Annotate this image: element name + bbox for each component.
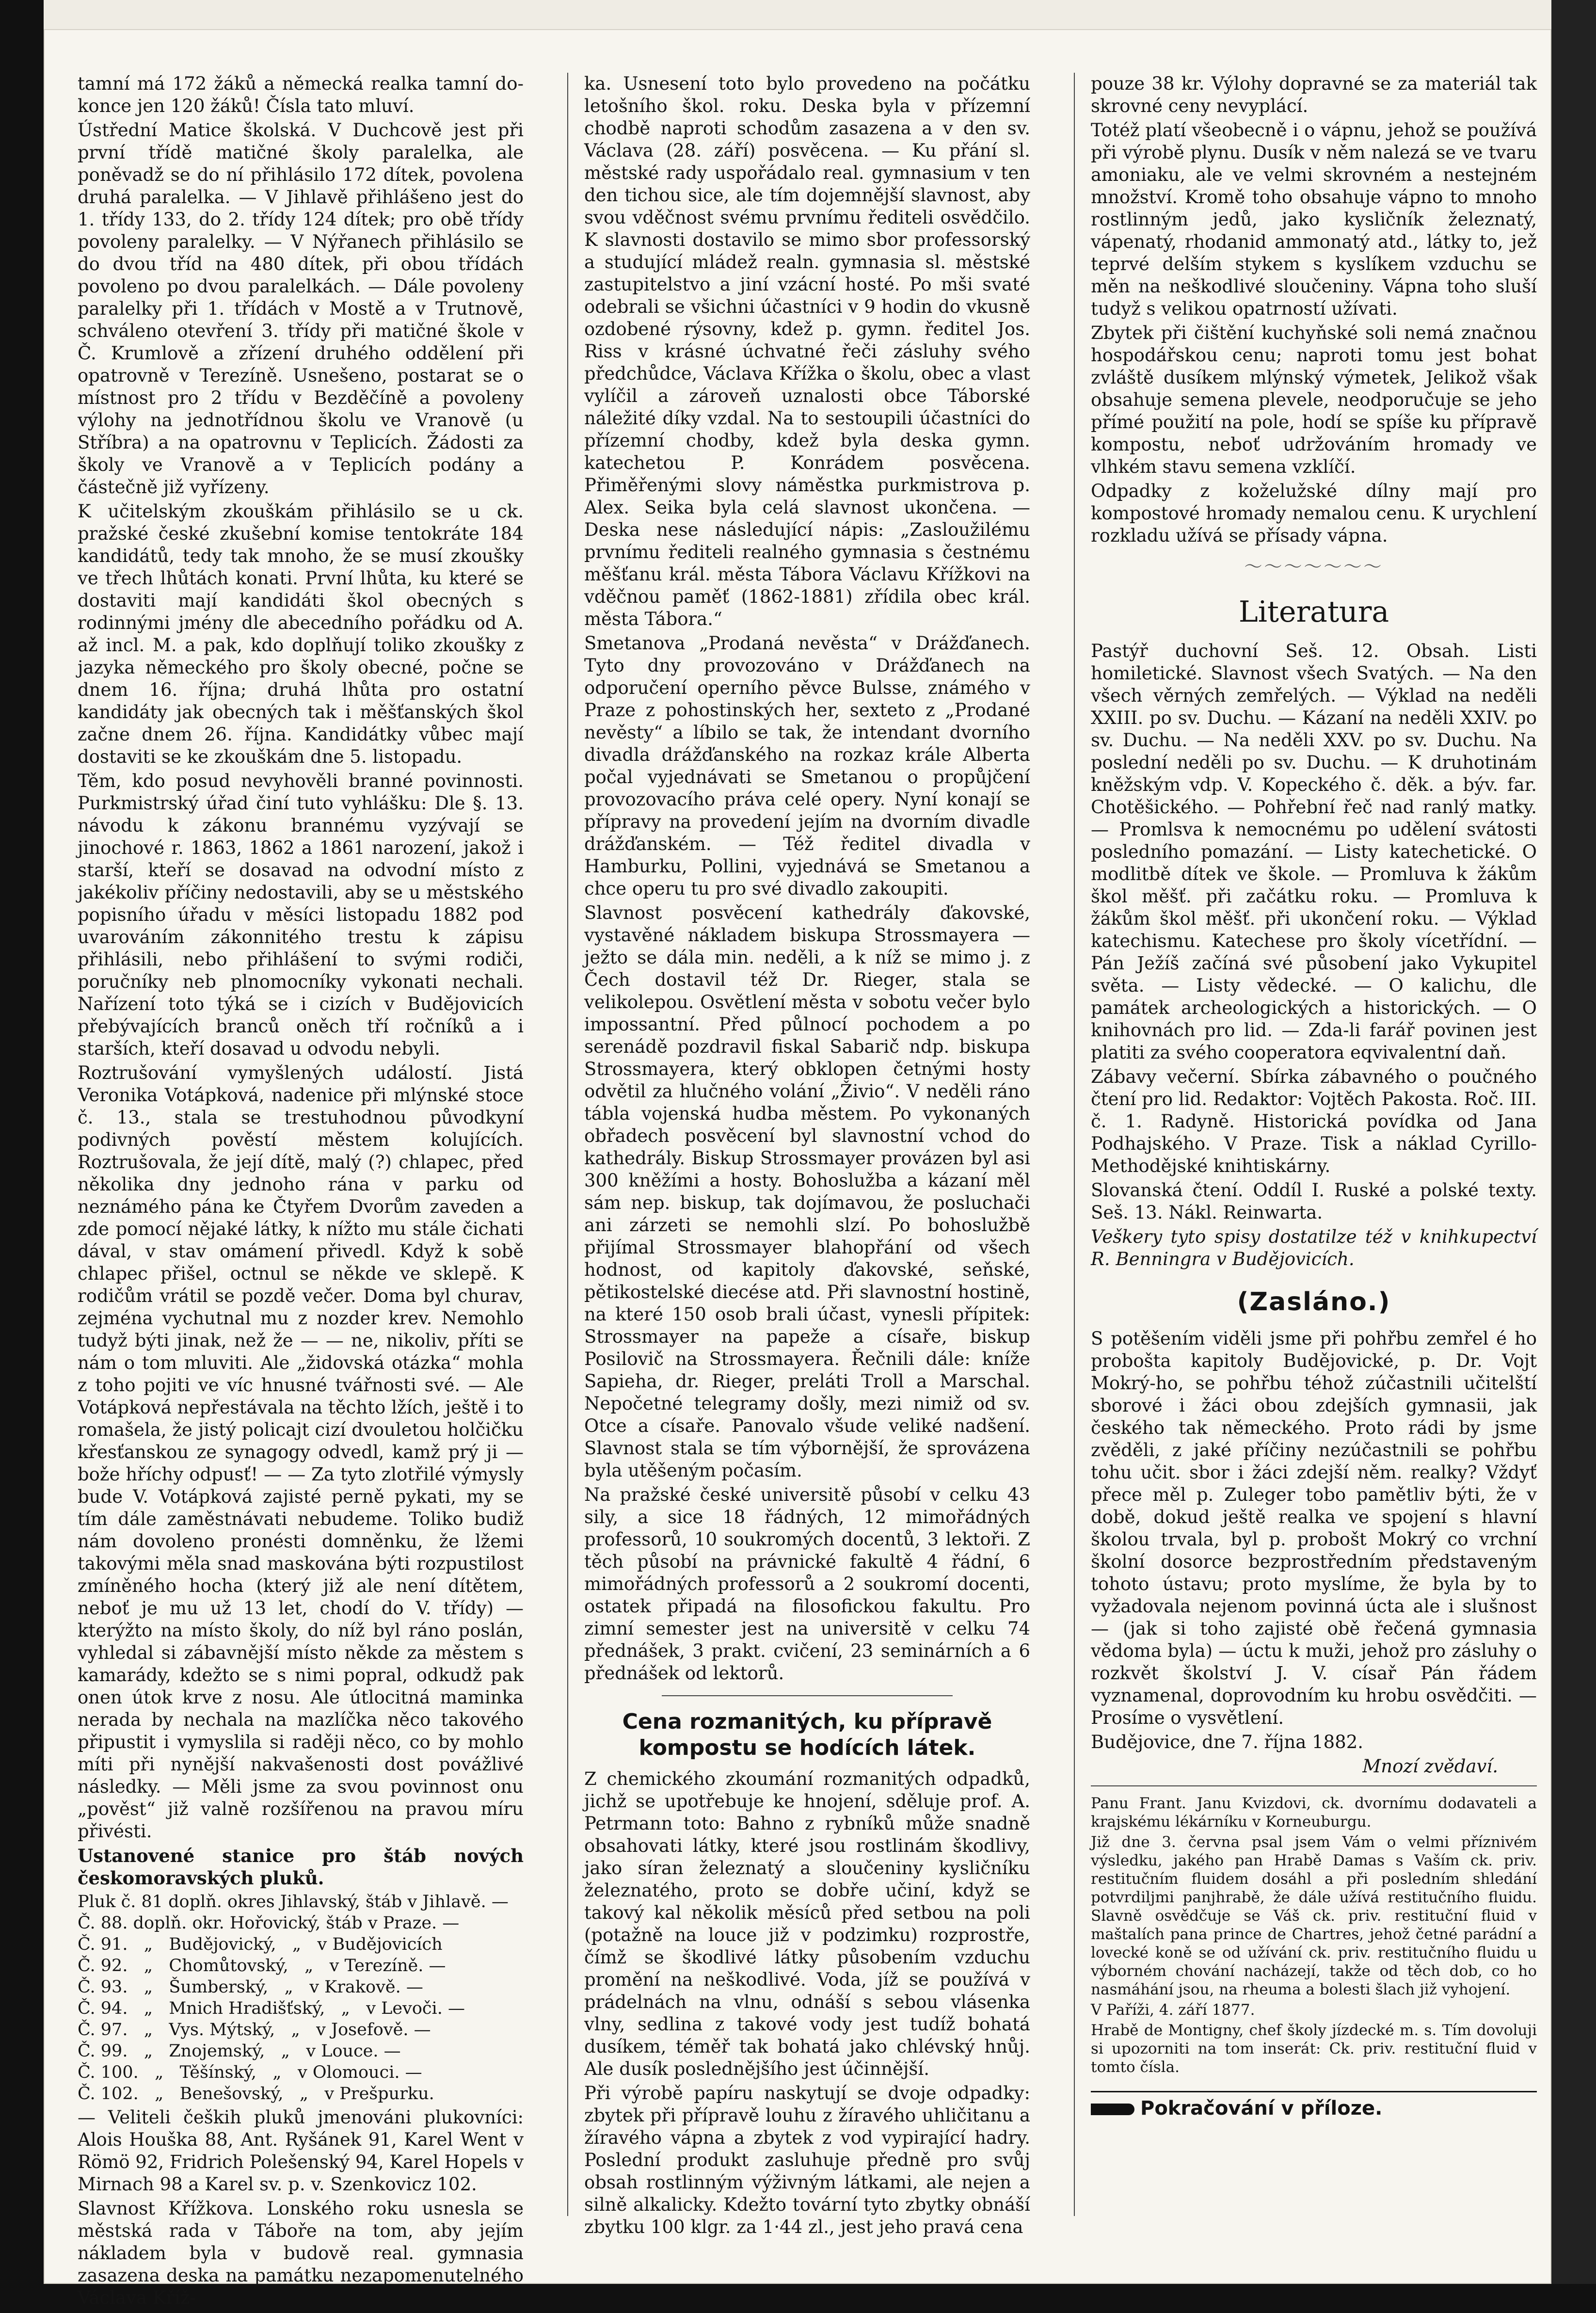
ad-paragraph: Hrabě de Montigny, chef školy jízdecké m. s. Tím dovoluji si upozorniti na tom inserát: Ck. priv. restituční fluid v tomto čísla. — [1091, 2022, 1537, 2076]
column-right — [1091, 73, 1537, 2216]
regiment-row: Č. 99. „ Znojemský, „ v Louce. — — [78, 2041, 401, 2061]
article-paragraph: Slavnost posvěcení kathedrály ďakovské, vystavěné nákladem biskupa Strossmayera — ježto se dála min. neděli, a k níž se mimo j. z Čech dostavil též Dr. Rieger, stala se velikolepou. Osvětlení města v sobotu večer bylo impossantní. Před půlnocí pochodem a po serenádě pozdravil fiskal Sabarič ndp. biskupa Strossmayera, který obklopen četnými hosty odvětil za hlučného volání „Živio“. V neděli ráno tábla vojenská hudba městem. Po vykonaných obřadech posvěcení byl slavnostní vchod do kathedrály. Biskup Strossmayer provázen byl asi 300 kněžími a hosty. Bohoslužba a kázaní měl sám nep. biskup, tak dojímavou, že posluchači ani zárzeti se nemohli slzí. Po bohoslužbě přijímal Strossmayer blahopřání od všech hodnost, od kapitoly ďakovské, seňské, pětikostelské diecése atd. Při slavnostní hostině, na které 150 osob brali účast, vynesli přípitek: Strossmayer na papeže a císaře, biskup Posilovič na Strossmayera. Řečnili dále: kníže Sapieha, dr. Rieger, preláti Troll a Marschal. Nepočetné telegramy došly, mezi nimiž od sv. Otce a císaře. Panovalo všude veliké nadšení. Slavnost stala se tím výbornější, že sprovázena byla utěšeným počasím. — [584, 902, 1030, 1481]
regiment-row: Č. 93. „ Šumberský, „ v Krakově. — — [78, 1977, 423, 1997]
pointing-hand-icon — [1091, 2104, 1134, 2115]
article-paragraph: — Veliteli čeških pluků jmenováni plukovníci: Alois Houška 88, Ant. Ryšánek 91, Karel Went v Römö 92, Fridrich Polešenský 94, Karel Hopels v Mirnach 98 a Karel sv. p. v. Szenkovicz 102. — [78, 2107, 524, 2195]
ornament-divider: ～～～～～～～ — [1244, 556, 1384, 577]
section-divider — [1091, 1785, 1537, 1786]
article-paragraph: Z chemického zkoumání rozmanitých odpadků, jichž se upotřebuje ke hnojení, sděluje prof. A. Petrmann toto: Bahno z rybníků může snadně obsahovati látky, které jsou rostlinám škodlivy, jako síran železnatý a sloučeniny kysličníku železnatého, proto se dobře učiní, když se takový kal několik měsíců před setbou na poli (potažně na louce již v podzimku) rozprostře, čímž se škodlivé látky působením vzduchu promění na neškodlivé. Voda, jíž se používá v prádelnách na vlnu, odnáší s sebou vlásenka vlny, sedlina z takové vody jest tudíž bohatá dusíkem, téměř tak bohatá jako chlévský hnůj. Ale dusík poslednějšího jest účinnější. — [584, 1768, 1030, 2079]
regiment-row: Č. 91. „ Budějovický, „ v Budějovicích — [78, 1935, 443, 1954]
article-paragraph: Ústřední Matice školská. V Duchcově jest při první třídě matičné školy paralelka, ale poněvadž se do ní přihlásilo 172 dítek, povolena druhá paralelka. — V Jihlavě přihlášeno jest do 1. třídy 133, do 2. třídy 124 dítek; pro obě třídy povoleny paralelky. — V Nýřanech přihlásilo se do dvou tříd na 480 dítek, při obou třídách povoleno po dvou paralelkách. — Dále povoleny paralelky při 1. třídách v Mostě a v Trutnově, schváleno otevření 3. třídy při matičné škole v Č. Krumlově a zřízení druhého oddělení při opatrovně v Terezíně. Usnešeno, postarat se o místnost pro 2 třídu v Bezděčíně a povoleny výlohy na jednotřídnou školu ve Vranově (u Stříbra) a na opatrovnu v Teplicích. Žádosti za školy ve Vranově a v Teplicích podány a částečně již vyřízeny. — [78, 120, 524, 498]
article-paragraph: Roztrušování vymyšlených událostí. Jistá Veronika Votápková, nadenice při mlýnské stoce č. 13., stala se trestuhodnou původkyní podivných pověstí městem kolujících. Roztrušovala, že její dítě, malý (?) chlapec, před několika dny jednoho rána v parku od neznámého pána ke Čtyřem Dvorům zaveden a zde pomocí nějaké látky, k nížto mu stále čichati dával, v stav omámení přivedl. Když k sobě chlapec přišel, octnul se někde ve sklepě. K rodičům vrátil se pozdě večer. Doma byl churav, zejména vychutnal mu z nozder krev. Nemohlo tudyž býti jinak, než že — — ne, nikoliv, příti se nám o tom mluviti. Ale „židovská otázka“ mohla z toho pojiti ve víc hnusné tvářnosti své. — Ale Votápková nepřestávala na těchto lžích, ještě i to romašela, že jistý policajt cizí dvouletou holčičku křesťanskou ze synagogy odvedl, kamž prý ji — bože hříchy odpusť! — — Za tyto zlotřilé výmysly bude V. Votápková zajisté perně pykati, my se tím dále zaměstnávati nebudeme. Toliko budiž nám dovoleno pronésti domněnku, že lžemi takovými měla snad maskována býti rozpustilost zmíněného hocha (který již ale není dítětem, neboť je mu už 13 let, chodí do V. třídy) — kterýžto na místo školy, do níž byl ráno poslán, vyhledal si zábavnější místo někde za městem s kamarády, kdežto se s nimi popral, odkudž pak onen útok krve z nosu. Ale útlocitná maminka nerada by nechala na mazlíčka něco takového připustit i vymyslila si raději něco, co by mohlo míti při nynější nakvašenosti dost povážlivé následky. — Měli jsme za svou povinnost onu „pověst“ již valně rozšířenou na pravou míru přivésti. — [78, 1062, 524, 1842]
scan-border-left — [0, 0, 44, 2313]
article-paragraph: Veškery tyto spisy dostatilze též v knihkupectví R. Benningra v Budějovicích. — [1091, 1226, 1537, 1269]
article-paragraph: Budějovice, dne 7. října 1882. — [1091, 1732, 1364, 1752]
continuation-text: Pokračování v příloze. — [1140, 2097, 1383, 2120]
article-paragraph: Slovanská čtení. Oddíl I. Ruské a polské texty. Seš. 13. Nákl. Reinwarta. — [1091, 1180, 1537, 1223]
regiment-row: Č. 88. doplň. okr. Hořovický, štáb v Praze. — — [78, 1913, 460, 1933]
ad-paragraph: Již dne 3. června psal jsem Vám o velmi příznivém výsledku, jakého pan Hrabě Damas s Vaším ck. priv. restitučním fluidem dosáhl a při posledním shledání potvrdiljmi panjhrabě, že dále užívá restitučního fluidu. Slavně osvědčuje se Váš ck. priv. restituční fluid v maštalích pana prince de Chartres, jehož četné parádní a lovecké koně se od užívání ck. priv. restitučního fluidu u výborném chování nacházejí, takže od těch dob, co ho nasmáhání jsou, na rheuma a bolesti šlach již vyhojení. — [1091, 1833, 1537, 1998]
article-paragraph: ka. Usnesení toto bylo provedeno na počátku letošního škol. roku. Deska byla v přízemní chodbě naproti schodům zasazena a v den sv. Václava (28. září) posvěcena. — Ku přání sl. městské rady uspořádalo real. gymnasium v ten den tichou sice, ale tím dojemnější slavnost, aby svou vděčnost svému prvnímu řediteli osvědčilo. K slavnosti dostavilo se mimo sbor professorský a studující mládež realn. gymnasia sl. městské zastupitelstvo a jiní vzácní hosté. Po mši svaté odebrali se všichni účastníci v 9 hodin do vkusně ozdobené rýsovny, kdež p. gymn. ředitel Jos. Riss v krásné úchvatné řeči zásluhy svého předchůdce, Václava Křížka o školu, obec a vlast vylíčil a zároveň uznalosti obce Táborské náležité díky vzdal. Na to sestoupili účastníci do přízemní chodby, kdež byla deska gymn. katechetou P. Konrádem posvěcena. Přiměřenými slovy náměstka purkmistrova p. Alex. Seika byla celá slavnost ukončena. — Deska nese následující nápis: „Zasloužilému prvnímu řediteli realného gymnasia s čestnému měšťanu král. města Tábora Václavu Křížkovi na vděčnou paměť (1862-1881) zřídila obec král. města Tábora.“ — [584, 73, 1030, 629]
article-paragraph: Odpadky z koželužské dílny mají pro kompostové hromady nemalou cenu. K urychlení rozkladu užívá se přísady vápna. — [1091, 481, 1537, 546]
literatura-heading: Literatura — [1238, 595, 1389, 629]
regiment-row: Pluk č. 81 doplň. okres Jihlavský, štáb v Jihlavě. — — [78, 1892, 509, 1911]
column-rule — [567, 73, 568, 2216]
article-paragraph: Smetanova „Prodaná nevěsta“ v Drážďanech. Tyto dny provozováno v Drážďanech na odporučení operního pěvce Bulsse, známého v Praze z pohostinských her, sexteto z „Prodané nevěsty“ a líbilo se tak, že intendant dvorního divadla drážďanského na rozkaz krále Alberta počal vyjednávati se Smetanou o propůjčení provozovacího práva celé opery. Nyní konají se přípravy na provedení jejím na dvorním divadle drážďanském. — Též ředitel divadla v Hamburku, Pollini, vyjednává se Smetanou a chce operu tu pro své divadlo zakoupiti. — [584, 633, 1030, 899]
article-paragraph: Při výrobě papíru naskytují se dvoje odpadky: zbytek při přípravě louhu z žíravého uhličitanu a žíravého vápna a zbytek z vod vypirající hadry. Poslední produkt zasluhuje předně pro svůj obsah rostlinným výživným látkami, ale nejen a silně alkalicky. Kdežto tovární tyto zbytky obnáší zbytku 100 klgr. za 1·44 zl., jest jeho pravá cena — [584, 2083, 1030, 2237]
article-paragraph: Na pražské české universitě působí v celku 43 sily, a sice 18 řádných, 12 mimořádných professorů, 10 soukromých docentů, 3 lektoři. Z těch působí na právnické fakultě 4 řádní, 6 mimořádných professorů a 2 soukromí docenti, ostatek připadá na filosofickou fakultu. Pro zimní semester jest na universitě v celku 74 přednášek, 3 prakt. cvičení, 23 seminárních a 6 přednášek od lektorů. — [584, 1484, 1030, 1684]
regiment-row: Č. 97. „ Vys. Mýtský, „ v Josefově. — — [78, 2020, 431, 2040]
regiment-row: Č. 102. „ Benešovský, „ v Prešpurku. — [78, 2084, 434, 2104]
article-paragraph: pouze 38 kr. Výlohy dopravné se za materiál tak skrovné ceny nevyplácí. — [1091, 73, 1537, 116]
article-paragraph: Zábavy večerní. Sbírka zábavného o poučného čtení pro lid. Redaktor: Vojtěch Pakosta. Roč. III. č. 1. Radyně. Historická povídka od Jana Podhajského. V Praze. Tisk a náklad Cyrillo-Methodějské knihtiskárny. — [1091, 1066, 1537, 1176]
article-paragraph: Totéž platí všeobecně i o vápnu, jehož se používá při výrobě plynu. Dusík v něm nalezá se ve tvaru amoniaku, ale ve velmi skrovném a nestejném množství. Kromě toho obsahuje vápno to mnoho rostlinným jedů, jako kysličník železnatý, vápenatý, rhodanid ammonatý atd., látky to, jež teprvé delším stykem s kyslíkem vzduchu se měn na neškodlivé sloučeniny. Vápna toho sluší tudyž s velikou opatrností užívati. — [1091, 120, 1537, 319]
regiment-list — [78, 1891, 524, 2104]
kompost-heading: Cena rozmanitých, ku přípravě kompostu se hodících látek. — [622, 1709, 992, 1760]
article-paragraph: Pastýř duchovní Seš. 12. Obsah. Listi homiletické. Slavnost všech Svatých. — Na den všech věrných zemřelých. — Výklad na neděli XXIII. po sv. Duchu. — Kázaní na neděli XXIV. po sv. Duchu. — Na neděli XXV. po sv. Duchu. Na poslední neděli po sv. Duchu. — K druhotinám kněžským vdp. V. Kopeckého č. děk. a býv. far. Chotěšického. — Pohřební řeč nad ranlý matky. — Promlsva k nemocnému po udělení svátosti posledního pomazání. — Listy katechetické. O modlitbě dítek ve škole. — Promluva k žákům škol měšť. při začátku roku. — Promluva k žákům škol měšť. při ukončení roku. — Výklad katechismu. Katechese pro školy vícetřídní. — Pán Ježíš začíná své působení jako Vykupitel světa. — Listy vědecké. — O kalichu, dle památek archeologických a historických. — O knihovnách pro lid. — Zda-li farář povinen jest platiti za svého cooperatora eqvivalentní daň. — [1091, 641, 1537, 1063]
ad-paragraph: Panu Frant. Janu Kvizdovi, ck. dvornímu dodavateli a krajskému lékárníku v Korneuburgu. — [1091, 1795, 1537, 1831]
section-divider — [662, 1695, 953, 1696]
column-rule — [1074, 73, 1075, 2216]
article-paragraph: Zbytek při čištění kuchyňské soli nemá značnou hospodářskou cenu; naproti tomu jest bohat zvláště dusíkem mlýnský výmetek, Jelikož však obsahuje semena plevele, neodporučuje se jeho přímé použití na pole, hodí se spíše ku přípravě kompostu, neboť udržováním hromady ve vlhkém stavu semena vzklíčí. — [1091, 322, 1537, 477]
regiment-row: Č. 92. „ Chomůtovský, „ v Terezíně. — — [78, 1956, 446, 1976]
ad-paragraph: V Paříži, 4. září 1877. — [1091, 2001, 1255, 2019]
column-left — [78, 73, 524, 2308]
scan-border-right — [1551, 0, 1596, 2313]
column-middle — [584, 73, 1030, 2237]
article-paragraph: Těm, kdo posud nevyhověli branné povinnosti. Purkmistrský úřad činí tuto vyhlášku: Dle §. 13. návodu k zákonu brannému vyzývají se jinochové r. 1863, 1862 a 1861 narození, jakož i starší, kteří se dosavad na odvodní místo z jakékoliv příčiny nedostavili, aby se u městského popisního úřadu v měsíci listopadu 1882 pod uvarováním zákonnitého trestu k zápisu přihlásili, nebo přihlášení to svými rodiči, poručníky neb plnomocníky vykonati nechali. Nařízení toto týká se i cizích v Budějovicích přebývajících branců oněch tří ročníků a i starších, kteří dosavad u odvodu nebyli. — [78, 771, 524, 1059]
article-paragraph: K učitelským zkouškám přihlásilo se u ck. pražské české zkušební komise tentokráte 184 kandidátů, tedy tak mnoho, že se musí zkoušky ve třech lhůtách konati. První lhůta, ku které se dostaviti mají kandidáti škol obecných s rodinnými jmény dle abecedního pořádku od A. až incl. M. a pak, kdo doplňují toliko zkoušky z jazyka německého pro školy obecné, počne se dnem 16. října; druhá lhůta pro ostatní kandidáty jak obecných tak i měšťanských škol začne dnem 26. října. Kandidátky vůbec mají dostaviti se ke zkouškám dne 5. listopadu. — [78, 501, 524, 767]
article-heading: Ustanovené stanice pro štáb nových českomoravských pluků. — [78, 1845, 524, 1889]
article-paragraph: tamní má 172 žáků a německá realka tamní do-konce jen 120 žáků! Čísla tato mluví. — [78, 73, 524, 116]
zaslano-heading: (Zasláno.) — [1237, 1287, 1391, 1317]
continuation-note — [1091, 2091, 1537, 2120]
article-paragraph: Slavnost Křížkova. Lonského roku usnesla se městská rada v Táboře na tom, aby jejím nákladem byla v budově real. gymnasia zasazena deska na památku nezapomenutelného Václava Kříž- — [78, 2198, 524, 2308]
regiment-row: Č. 94. „ Mnich Hradišťský, „ v Levoči. — — [78, 1999, 465, 2018]
signature: Mnozí zvědaví. — [1362, 1756, 1498, 1777]
article-paragraph: S potěšením viděli jsme při pohřbu zemřel é ho probošta kapitoly Budějovické, p. Dr. Vojt Mokrý-ho, se pohřbu téhož zúčastnili učitelští sborové i žáci obou zdejších gymnasii, jak českého tak německého. Proto rádi by jsme zvěděli, z jaké příčiny nezúčastnili se pohřbu tohu učit. sbor i žáci zdejší něm. realky? Vždyť přece měl p. Zuleger tobo pamětliv býti, že v době, dokud ještě realka ve spojení s hlavní školou trvala, byl p. probošt Mokrý co vrchní školní dosorce bezprostředním představeným tohoto ústavu; proto myslíme, že byla by to vyžadovala nejenom povinná úcta ale i slušnost — (jak si toho zajisté obě řečená gymnasia vědoma byla) — úctu k muži, jehož pro zásluhy o rozkvět školství J. V. císař Pán řádem vyznamenal, doprovodním ku hrobu osvědčiti. — Prosíme o vysvětlení. — [1091, 1328, 1537, 1728]
regiment-row: Č. 100. „ Těšínský, „ v Olomouci. — — [78, 2063, 422, 2082]
